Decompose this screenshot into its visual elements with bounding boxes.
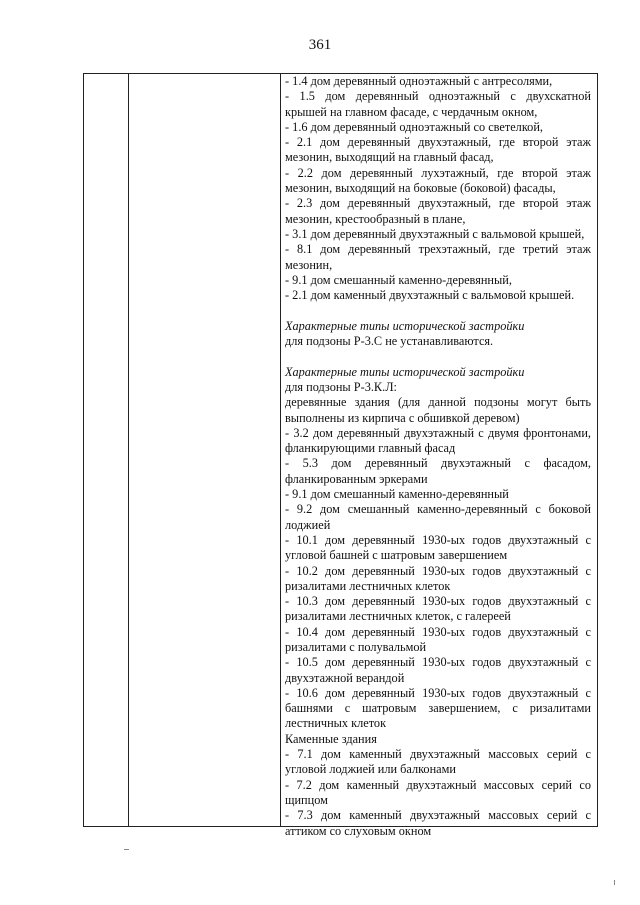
list-item: - 3.2 дом деревянный двухэтажный с двумя фронтонами, фланкирующими главный фасад <box>285 425 591 456</box>
list-item: - 2.3 дом деревянный двухэтажный, где второй этаж мезонин, крестообразный в плане, <box>285 196 591 226</box>
list-item: - 10.6 дом деревянный 1930-ых годов двухэтажный с башнями с шатровым завершением, с ризалитами лестничных клеток <box>285 685 591 731</box>
list-item: - 9.1 дом смешанный каменно-деревянный, <box>285 272 512 287</box>
list-item: - 5.3 дом деревянный двухэтажный с фасадом, фланкированным эркерами <box>285 456 591 486</box>
list-item: - 10.1 дом деревянный 1930-ых годов двухэтажный с угловой башней с шатровым завершением <box>285 532 591 563</box>
document-table <box>83 73 598 838</box>
list-item: - 8.1 дом деревянный трехэтажный, где третий этаж мезонин, <box>285 242 591 272</box>
column-divider-1 <box>128 74 129 826</box>
column-divider-2 <box>280 74 281 826</box>
list-item: - 1.4 дом деревянный одноэтажный с антресолями, <box>285 74 553 88</box>
list-item: - 2.1 дом каменный двухэтажный с вальмовой крышей. <box>285 288 575 303</box>
list-item: - 2.2 дом деревянный лухэтажный, где второй этаж мезонин, выходящий на боковые (боковой) фасады, <box>285 165 591 196</box>
table-cell-content <box>285 74 591 839</box>
list-item: - 1.5 дом деревянный одноэтажный с двухскатной крышей на главном фасаде, с чердачным окном, <box>285 89 591 119</box>
list-item: - 7.3 дом каменный двухэтажный массовых серий с аттиком со слуховым окном <box>285 808 591 838</box>
paragraph-spacer <box>285 349 591 364</box>
scan-mark <box>614 880 615 885</box>
list-item: - 2.1 дом деревянный двухэтажный, где второй этаж мезонин, выходящий на главный фасад, <box>285 135 591 165</box>
list-item: - 9.1 дом смешанный каменно-деревянный <box>285 487 509 502</box>
list-item: для подзоны Р-3.К.Л: <box>285 379 397 394</box>
scan-mark <box>124 849 129 850</box>
list-item: - 10.2 дом деревянный 1930-ых годов двухэтажный с ризалитами лестничных клеток <box>285 563 591 593</box>
list-item: - 10.5 дом деревянный 1930-ых годов двухэтажный с двухэтажной верандой <box>285 655 591 685</box>
paragraph-spacer <box>285 303 591 318</box>
list-item: деревянные здания (для данной подзоны могут быть выполнены из кирпича с обшивкой деревом) <box>285 395 591 425</box>
section-heading: Характерные типы исторической застройки <box>285 318 525 333</box>
list-item: - 9.2 дом смешанный каменно-деревянный с боковой лоджией <box>285 502 591 532</box>
list-item: - 3.1 дом деревянный двухэтажный с вальмовой крышей, <box>285 226 585 241</box>
section-heading: Характерные типы исторической застройки <box>285 364 525 379</box>
list-item: Каменные здания <box>285 731 377 746</box>
list-item: - 7.2 дом каменный двухэтажный массовых серий со щипцом <box>285 777 591 807</box>
list-item: - 10.3 дом деревянный 1930-ых годов двухэтажный с ризалитами лестничных клеток, с галереей <box>285 594 591 624</box>
list-item: - 10.4 дом деревянный 1930-ых годов двухэтажный с ризалитами с полувальмой <box>285 624 591 654</box>
list-item: - 7.1 дом каменный двухэтажный массовых серий с угловой лоджией или балконами <box>285 747 591 777</box>
list-item: для подзоны Р-3.С не устанавливаются. <box>285 334 494 349</box>
page-number: 361 <box>308 37 332 53</box>
list-item: - 1.6 дом деревянный одноэтажный со светелкой, <box>285 119 543 134</box>
